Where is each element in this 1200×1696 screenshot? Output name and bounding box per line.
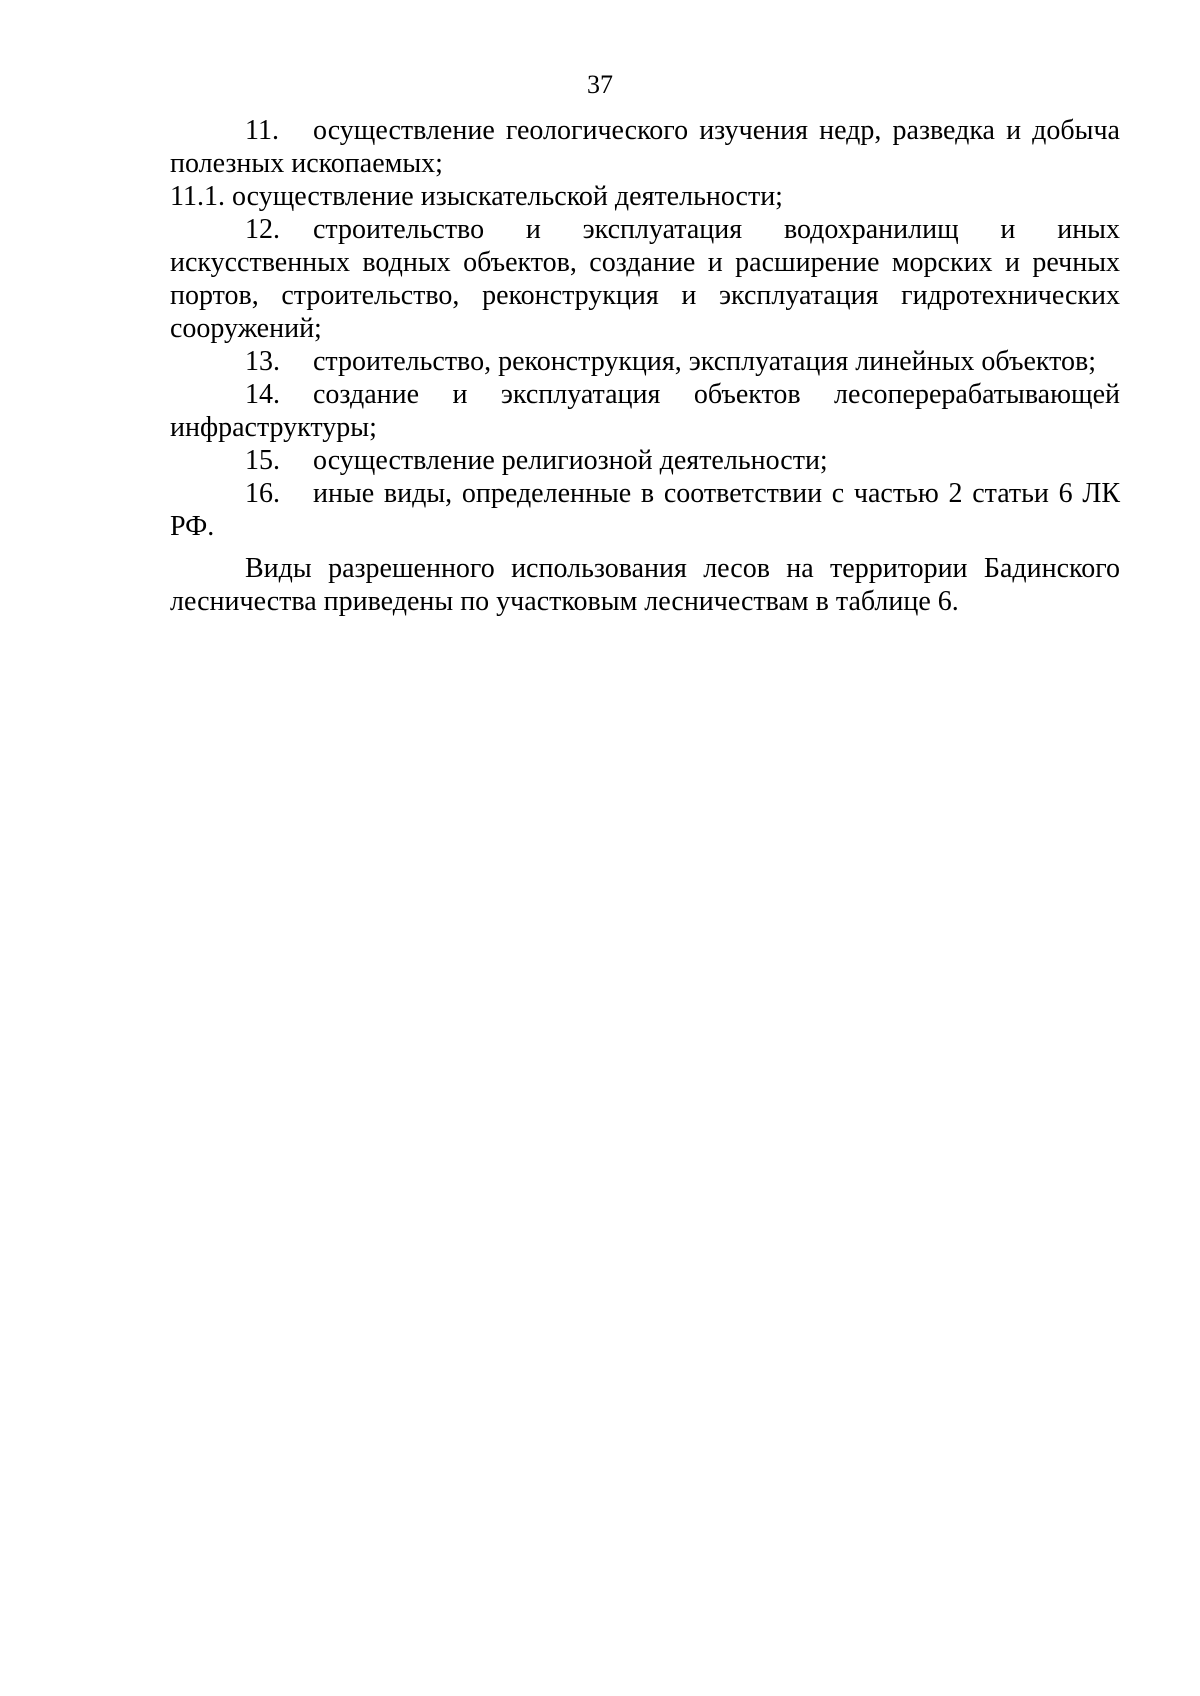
list-item-number: 13. [245,346,280,377]
list-item-number: 11. [245,115,279,146]
list-item-text: осуществление геологического изучения недр, разведка и добыча полезных ископаемых; [170,115,1120,179]
list-item-text: создание и эксплуатация объектов лесоперерабатывающей инфраструктуры; [170,379,1120,443]
list-item-11 [170,114,1120,180]
document-body [170,114,1120,646]
list-item-number: 15. [245,445,280,476]
closing-paragraph: Виды разрешенного использования лесов на территории Бадинского лесничества приведены по участковым лесничествам в таблице 6. [170,553,1120,617]
list-item-text: строительство и эксплуатация водохранилищ и иных искусственных водных объектов, создание и расширение морских и речных портов, строительство, реконструкция и эксплуатация гидротехнических сооружений; [170,214,1120,344]
list-item-16 [170,477,1120,543]
page-number: 37 [587,70,613,99]
list-item-13 [170,345,1120,378]
list-item-text: осуществление изыскательской деятельности; [231,181,783,212]
list-item-12 [170,213,1120,345]
list-item-text: строительство, реконструкция, эксплуатация линейных объектов; [313,346,1096,377]
list-item-15 [170,444,1120,477]
list-item-number: 12. [245,214,280,245]
list-item-text: иные виды, определенные в соответствии с частью 2 статьи 6 ЛК РФ. [170,478,1120,542]
list-item-number: 14. [245,379,280,410]
list-item-text: осуществление религиозной деятельности; [313,445,828,476]
list-item-11-1 [170,180,1120,213]
list-item-number: 16. [245,478,280,509]
list-item-number: 11.1. [170,181,225,212]
list-item-14 [170,378,1120,444]
